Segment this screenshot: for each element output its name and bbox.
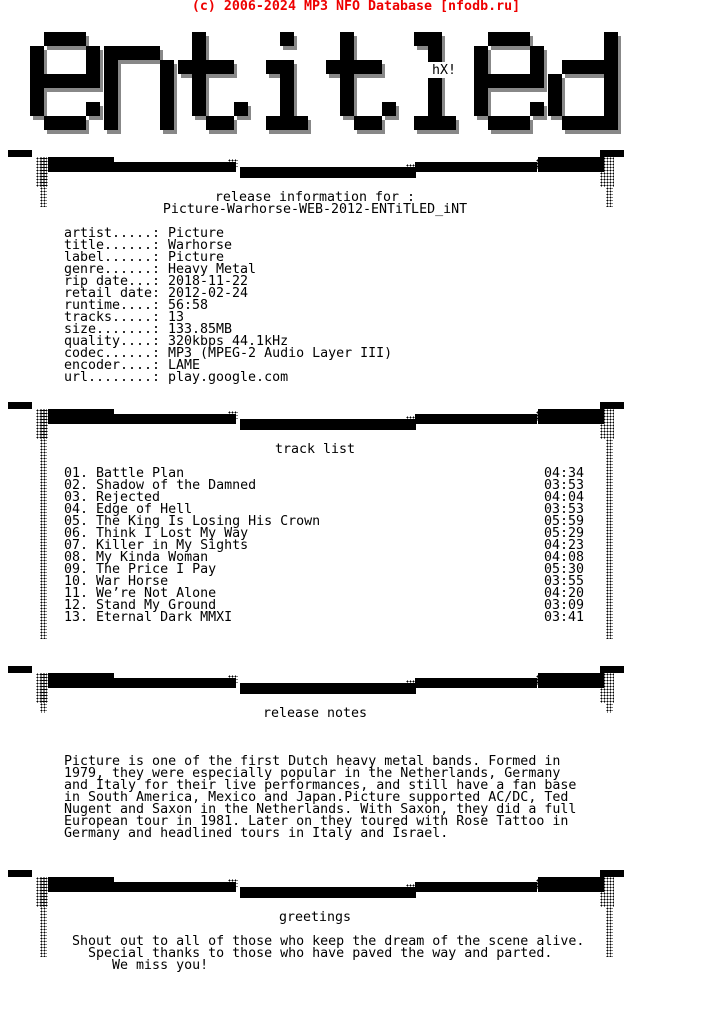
divider-dither <box>406 416 416 430</box>
logo-block <box>340 60 354 74</box>
logo-block <box>234 102 248 116</box>
divider-bar <box>538 409 604 424</box>
divider-bar <box>538 877 604 892</box>
logo-block <box>548 74 562 88</box>
logo-block <box>354 116 368 130</box>
logo-block <box>280 102 294 116</box>
logo-block <box>530 102 544 116</box>
divider-dither <box>536 159 544 169</box>
track-title: 04. Edge of Hell <box>64 502 193 517</box>
logo-block <box>340 102 354 116</box>
field-value: play.google.com <box>168 370 289 385</box>
logo-block <box>530 60 544 74</box>
logo-block <box>58 32 72 46</box>
divider-bar <box>600 870 624 877</box>
notes-line: in South America, Mexico and Japan.Picture supported AC/DC, Ted <box>64 790 569 805</box>
logo-block <box>382 102 396 116</box>
divider-bar <box>600 666 624 673</box>
logo-block <box>132 46 146 60</box>
divider-bar <box>600 150 624 157</box>
track-title: 09. The Price I Pay <box>64 562 217 577</box>
divider-bar <box>48 877 114 892</box>
field-label: runtime....: <box>64 298 161 313</box>
logo-block <box>104 74 118 88</box>
greetings-heading: greetings <box>278 910 352 925</box>
logo-block <box>562 60 576 74</box>
logo-block <box>104 88 118 102</box>
track-time: 05:29 <box>544 526 585 541</box>
logo-block <box>206 116 220 130</box>
logo-tag: hX! <box>432 63 457 78</box>
track-time: 03:55 <box>544 574 585 589</box>
logo-block <box>604 116 618 130</box>
track-title: 10. War Horse <box>64 574 169 589</box>
logo-block <box>474 46 488 60</box>
logo-block <box>604 102 618 116</box>
field-value: Heavy Metal <box>168 262 257 277</box>
logo-block <box>58 116 72 130</box>
logo-block <box>428 116 442 130</box>
field-label: encoder....: <box>64 358 161 373</box>
logo-block <box>428 102 442 116</box>
notes-line: Germany and headlined tours in Italy and Israel. <box>64 826 449 841</box>
logo-block <box>86 60 100 74</box>
logo-block <box>160 60 174 74</box>
logo-block <box>86 46 100 60</box>
logo-block <box>44 74 58 88</box>
track-time: 04:08 <box>544 550 585 565</box>
logo-block <box>30 46 44 60</box>
divider-dither <box>406 884 416 898</box>
logo-block <box>414 32 428 46</box>
logo-lettering <box>30 32 621 134</box>
logo-block <box>516 74 530 88</box>
logo-block <box>280 116 294 130</box>
logo-block <box>58 74 72 88</box>
field-value: 2018-11-22 <box>168 274 249 289</box>
right-side-bar <box>606 673 613 713</box>
greetings-line: Shout out to all of those who keep the dream of the scene alive. <box>64 934 585 949</box>
logo-block <box>160 102 174 116</box>
logo-block <box>192 74 206 88</box>
logo-block <box>604 88 618 102</box>
field-label: url........: <box>64 370 161 385</box>
divider-bar <box>114 162 236 172</box>
left-side-bar <box>40 673 47 713</box>
divider-dither <box>228 159 238 169</box>
field-label: rip date...: <box>64 274 161 289</box>
logo-block <box>192 32 206 46</box>
divider-bar <box>8 150 32 157</box>
track-title: 05. The King Is Losing His Crown <box>64 514 321 529</box>
logo-block <box>474 60 488 74</box>
field-value: Picture <box>168 226 225 241</box>
logo-block <box>146 46 160 60</box>
logo-block <box>442 116 456 130</box>
logo-block <box>72 32 86 46</box>
field-value: 320kbps 44.1kHz <box>168 334 289 349</box>
logo-block <box>160 88 174 102</box>
logo-block <box>30 88 44 102</box>
logo-block <box>44 32 58 46</box>
logo-block <box>280 32 294 46</box>
logo-block <box>590 116 604 130</box>
divider-bar <box>8 666 32 673</box>
field-value: Warhorse <box>168 238 233 253</box>
notes-line: Nugent and Saxon in the Netherlands. With Saxon, they did a full <box>64 802 577 817</box>
logo-block <box>104 46 118 60</box>
logo-block <box>428 88 442 102</box>
divider-dither <box>228 879 238 889</box>
logo-block <box>206 60 220 74</box>
field-value: 56:58 <box>168 298 209 313</box>
logo-block <box>576 116 590 130</box>
logo-block <box>474 88 488 102</box>
divider-bar <box>114 414 236 424</box>
logo-block <box>326 60 340 74</box>
notes-line: European tour in 1981. Later on they toured with Rose Tattoo in <box>64 814 569 829</box>
track-title: 01. Battle Plan <box>64 466 185 481</box>
divider-bar <box>114 678 236 688</box>
logo-block <box>502 32 516 46</box>
divider-dither <box>536 411 544 421</box>
logo-block <box>354 60 368 74</box>
logo-block <box>192 46 206 60</box>
logo-block <box>72 74 86 88</box>
field-value: 13 <box>168 310 185 325</box>
track-time: 03:53 <box>544 502 585 517</box>
logo-block <box>160 74 174 88</box>
logo-block <box>340 74 354 88</box>
divider-dither <box>536 879 544 889</box>
notes-line: Picture is one of the first Dutch heavy metal bands. Formed in <box>64 754 561 769</box>
divider-bar <box>8 870 32 877</box>
field-label: genre......: <box>64 262 161 277</box>
field-label: retail date: <box>64 286 161 301</box>
divider-bar <box>240 167 416 178</box>
track-time: 04:34 <box>544 466 585 481</box>
field-value: 2012-02-24 <box>168 286 249 301</box>
logo-block <box>414 116 428 130</box>
divider-bar <box>415 678 537 688</box>
logo-block <box>192 88 206 102</box>
divider-dither <box>228 411 238 421</box>
logo-block <box>44 116 58 130</box>
logo-block <box>340 88 354 102</box>
track-title: 07. Killer in My Sights <box>64 538 249 553</box>
track-title: 03. Rejected <box>64 490 161 505</box>
entitled-logo <box>30 26 630 136</box>
logo-block <box>220 60 234 74</box>
greetings-line: We miss you! <box>64 958 209 973</box>
logo-block <box>178 60 192 74</box>
divider-bar <box>240 887 416 898</box>
logo-block <box>30 102 44 116</box>
logo-block <box>192 102 206 116</box>
track-time: 03:09 <box>544 598 585 613</box>
logo-block <box>562 116 576 130</box>
track-time: 05:30 <box>544 562 585 577</box>
logo-block <box>30 60 44 74</box>
logo-block <box>516 116 530 130</box>
logo-block <box>488 74 502 88</box>
field-label: codec......: <box>64 346 161 361</box>
greetings-line: Special thanks to those who have paved the way and parted. <box>64 946 553 961</box>
field-label: artist.....: <box>64 226 161 241</box>
logo-block <box>266 116 280 130</box>
logo-block <box>530 74 544 88</box>
track-time: 05:59 <box>544 514 585 529</box>
divider-bar <box>114 882 236 892</box>
logo-block <box>488 32 502 46</box>
track-time: 04:23 <box>544 538 585 553</box>
field-label: tracks.....: <box>64 310 161 325</box>
divider-bar <box>48 409 114 424</box>
notes-line: 1979, they were especially popular in the Netherlands, Germany <box>64 766 561 781</box>
field-value: LAME <box>168 358 201 373</box>
copyright-banner: (c) 2006-2024 MP3 NFO Database [nfodb.ru] <box>191 0 521 14</box>
divider-dither <box>536 675 544 685</box>
track-title: 11. We’re Not Alone <box>64 586 217 601</box>
field-label: quality....: <box>64 334 161 349</box>
logo-block <box>604 46 618 60</box>
logo-block <box>160 116 174 130</box>
logo-block <box>516 32 530 46</box>
field-label: size.......: <box>64 322 161 337</box>
logo-block <box>104 116 118 130</box>
divider-dither <box>406 680 416 694</box>
logo-block <box>502 74 516 88</box>
logo-block <box>30 74 44 88</box>
logo-block <box>474 74 488 88</box>
track-time: 03:53 <box>544 478 585 493</box>
field-label: label......: <box>64 250 161 265</box>
logo-block <box>294 116 308 130</box>
logo-block <box>104 60 118 74</box>
logo-block <box>604 60 618 74</box>
field-value: 133.85MB <box>168 322 233 337</box>
track-time: 03:41 <box>544 610 585 625</box>
logo-block <box>576 60 590 74</box>
logo-block <box>72 116 86 130</box>
divider-bar <box>538 157 604 172</box>
divider-bar <box>8 402 32 409</box>
logo-block <box>86 74 100 88</box>
divider-bar <box>415 882 537 892</box>
logo-block <box>548 88 562 102</box>
logo-block <box>340 32 354 46</box>
logo-block <box>86 102 100 116</box>
field-label: title......: <box>64 238 161 253</box>
track-list-heading: track list <box>274 442 356 457</box>
divider-bar <box>415 162 537 172</box>
divider-bar <box>600 402 624 409</box>
divider-bar <box>415 414 537 424</box>
logo-block <box>604 74 618 88</box>
divider-bar <box>48 673 114 688</box>
logo-block <box>590 60 604 74</box>
track-title: 08. My Kinda Woman <box>64 550 209 565</box>
divider-dither <box>228 675 238 685</box>
logo-block <box>474 102 488 116</box>
logo-block <box>488 116 502 130</box>
logo-block <box>280 74 294 88</box>
divider-bar <box>240 683 416 694</box>
divider-bar <box>240 419 416 430</box>
release-notes-heading: release notes <box>262 706 368 721</box>
track-title: 06. Think I Lost My Way <box>64 526 249 541</box>
logo-block <box>530 46 544 60</box>
logo-block <box>428 32 442 46</box>
logo-block <box>340 46 354 60</box>
logo-block <box>104 102 118 116</box>
release-info-heading: release information for : <box>214 190 416 205</box>
logo-block <box>266 60 280 74</box>
logo-block <box>502 116 516 130</box>
track-title: 12. Stand My Ground <box>64 598 217 613</box>
field-value: MP3 (MPEG-2 Audio Layer III) <box>168 346 393 361</box>
logo-block <box>368 116 382 130</box>
logo-block <box>220 116 234 130</box>
divider-bar <box>48 157 114 172</box>
track-time: 04:20 <box>544 586 585 601</box>
logo-block <box>192 60 206 74</box>
logo-block <box>368 60 382 74</box>
divider-dither <box>406 164 416 178</box>
field-value: Picture <box>168 250 225 265</box>
track-title: 02. Shadow of the Damned <box>64 478 257 493</box>
logo-block <box>548 102 562 116</box>
track-time: 04:04 <box>544 490 585 505</box>
logo-block <box>604 32 618 46</box>
divider-bar <box>538 673 604 688</box>
logo-block <box>118 46 132 60</box>
release-name: Picture-Warhorse-WEB-2012-ENTiTLED_iNT <box>162 202 468 217</box>
track-title: 13. Eternal Dark MMXI <box>64 610 233 625</box>
logo-block <box>280 60 294 74</box>
logo-block <box>428 46 442 60</box>
notes-line: and Italy for their live performances, and still have a fan base <box>64 778 577 793</box>
logo-block <box>280 88 294 102</box>
